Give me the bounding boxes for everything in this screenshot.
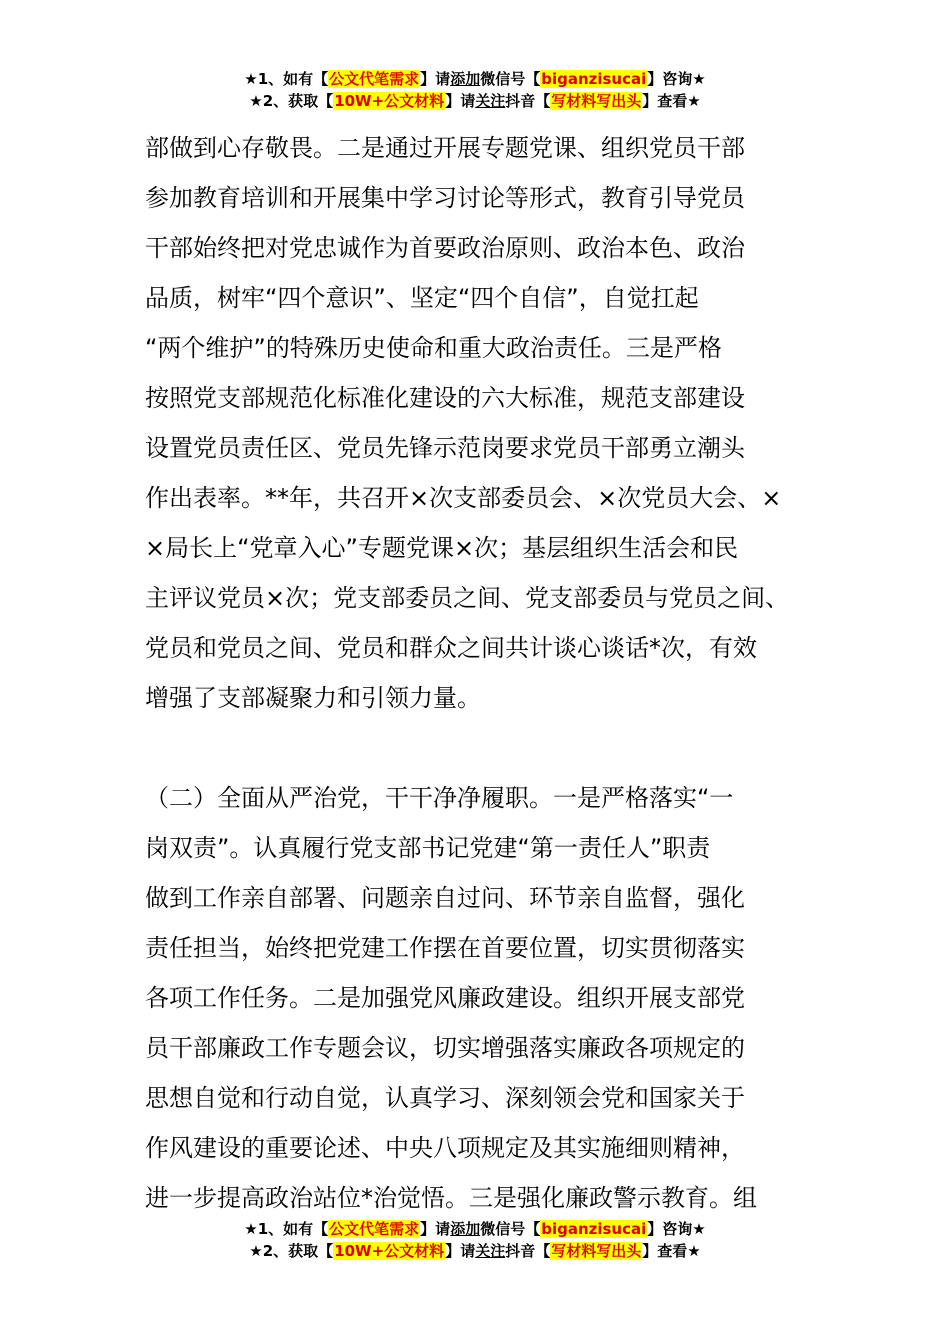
document-body: [145, 123, 825, 1223]
banner-text: 】请: [420, 1220, 451, 1238]
text-line: 员干部廉政工作专题会议，切实增强落实廉政各项规定的: [145, 1034, 745, 1062]
banner-line-1: [0, 1218, 950, 1240]
text-line: 部做到心存敬畏。二是通过开展专题党课、组织党员干部: [145, 134, 745, 162]
text-line: 责任担当，始终把党建工作摆在首要位置，切实贯彻落实: [145, 934, 745, 962]
header-banner: [0, 68, 950, 112]
banner-text: 抖音【: [505, 92, 551, 110]
banner-highlight: biganzisucai: [541, 1220, 647, 1238]
text-line: 思想自觉和行动自觉，认真学习、深刻领会党和国家关于: [145, 1084, 745, 1112]
text-line: 主评议党员×次；党支部委员之间、党支部委员与党员之间、: [145, 584, 790, 612]
banner-line-2: [0, 90, 950, 112]
text-line: 按照党支部规范化标准化建设的六大标准，规范支部建设: [145, 384, 745, 412]
banner-underlined-text: 关注: [475, 92, 506, 110]
banner-highlight: 写材料写出头: [551, 92, 642, 110]
text-line: 各项工作任务。二是加强党风廉政建设。组织开展支部党: [145, 984, 745, 1012]
text-line: 干部始终把对党忠诚作为首要政治原则、政治本色、政治: [145, 234, 745, 262]
text-line: 作风建设的重要论述、中央八项规定及其实施细则精神，: [145, 1134, 745, 1162]
banner-text: 微信号【: [480, 70, 541, 88]
text-line: ×局长上“党章入心”专题党课×次；基层组织生活会和民: [145, 534, 739, 562]
text-line: 设置党员责任区、党员先锋示范岗要求党员干部勇立潮头: [145, 434, 745, 462]
banner-highlight: 10W+公文材料: [334, 1242, 445, 1260]
text-line: （二）全面从严治党，干干净净履职。一是严格落实“一: [145, 784, 734, 812]
paragraph-2: [145, 773, 825, 1223]
text-line: 增强了支部凝聚力和引领力量。: [145, 684, 481, 712]
text-line: 作出表率。**年，共召开×次支部委员会、×次党员大会、×: [145, 484, 782, 512]
text-line: 参加教育培训和开展集中学习讨论等形式，教育引导党员: [145, 184, 745, 212]
text-line: 进一步提高政治站位*治觉悟。三是强化廉政警示教育。组: [145, 1184, 757, 1212]
banner-underlined-text: 添加: [450, 70, 481, 88]
banner-text: 】咨询★: [647, 70, 706, 88]
banner-line-2: [0, 1240, 950, 1262]
banner-text: ★1、如有【: [244, 1220, 329, 1238]
banner-text: ★2、获取【: [249, 1242, 334, 1260]
banner-text: ★2、获取【: [249, 92, 334, 110]
banner-highlight: 公文代笔需求: [329, 70, 420, 88]
banner-text: 】请: [445, 92, 476, 110]
text-line: 做到工作亲自部署、问题亲自过问、环节亲自监督，强化: [145, 884, 745, 912]
banner-text: ★1、如有【: [244, 70, 329, 88]
banner-text: 微信号【: [480, 1220, 541, 1238]
banner-text: 】请: [445, 1242, 476, 1260]
banner-text: 】查看★: [642, 92, 701, 110]
banner-highlight: 10W+公文材料: [334, 92, 445, 110]
banner-line-1: [0, 68, 950, 90]
text-line: 品质，树牢“四个意识”、坚定“四个自信”，自觉扛起: [145, 284, 699, 312]
banner-highlight: 公文代笔需求: [329, 1220, 420, 1238]
banner-text: 】请: [420, 70, 451, 88]
text-line: “两个维护”的特殊历史使命和重大政治责任。三是严格: [145, 334, 722, 362]
paragraph-gap: [145, 723, 825, 773]
banner-underlined-text: 添加: [450, 1220, 481, 1238]
text-line: 党员和党员之间、党员和群众之间共计谈心谈话*次，有效: [145, 634, 757, 662]
paragraph-1: [145, 123, 825, 723]
banner-text: 】咨询★: [647, 1220, 706, 1238]
banner-highlight: biganzisucai: [541, 70, 647, 88]
footer-banner: [0, 1218, 950, 1262]
text-line: 岗双责”。认真履行党支部书记党建“第一责任人”职责: [145, 834, 711, 862]
banner-highlight: 写材料写出头: [551, 1242, 642, 1260]
banner-text: 】查看★: [642, 1242, 701, 1260]
banner-text: 抖音【: [505, 1242, 551, 1260]
banner-underlined-text: 关注: [475, 1242, 506, 1260]
